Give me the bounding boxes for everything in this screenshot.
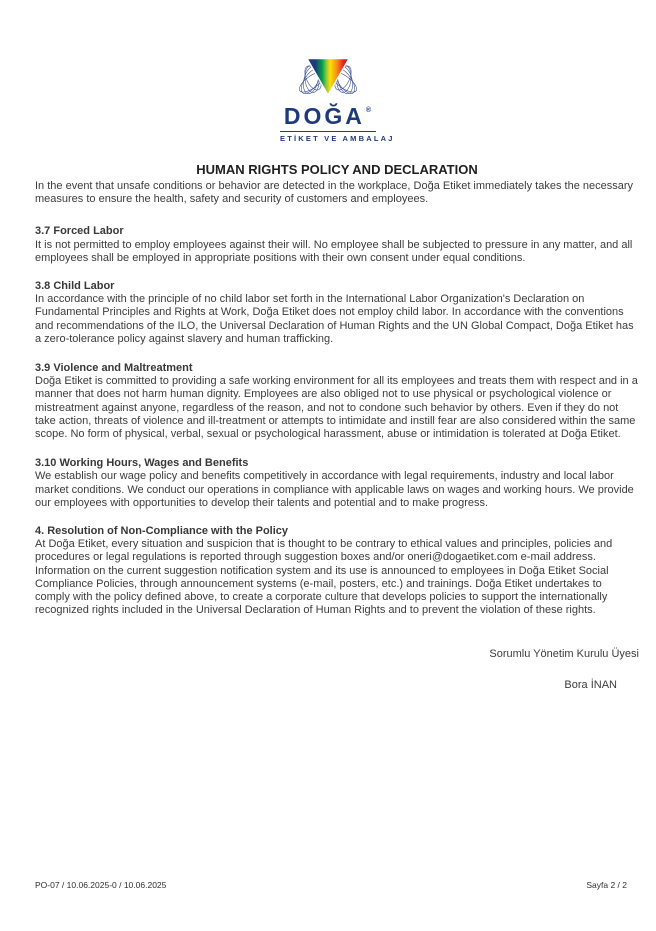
document-code: PO-07 / 10.06.2025-0 / 10.06.2025 (35, 880, 167, 890)
section-heading: 4. Resolution of Non-Compliance with the Policy (35, 525, 289, 538)
logo-cone (307, 59, 349, 96)
section-heading: 3.10 Working Hours, Wages and Benefits (35, 457, 249, 470)
section-heading: 3.7 Forced Labor (35, 225, 124, 238)
section-body: It is not permitted to employ employees against their will. No employee shall be subjected to pressure in any matter, and all employees shall be employed in appropriate positions with their own consent under equal conditions. (35, 238, 633, 264)
intro-paragraph: In the event that unsafe conditions or behavior are detected in the workplace, Doğa Etiket immediately takes the necessary measures to ensure the health, safety and security of customers and employees. (35, 180, 634, 206)
logo-wordmark (284, 105, 372, 128)
page-number: Sayfa 2 / 2 (586, 880, 627, 890)
signature-role: Sorumlu Yönetim Kurulu Üyesi (489, 648, 639, 661)
signature-name: Bora İNAN (564, 678, 617, 691)
section-heading: 3.8 Child Labor (35, 280, 115, 293)
section-working-hours-wages (35, 457, 639, 510)
logo-name: DOĞA (283, 103, 365, 129)
doga-logo (0, 57, 656, 143)
page-footer (35, 880, 627, 891)
section-forced-labor (35, 225, 639, 265)
signature-block (35, 648, 639, 691)
section-child-labor (35, 280, 639, 346)
page-title: HUMAN RIGHTS POLICY AND DECLARATION (196, 162, 478, 177)
section-body: Doğa Etiket is committed to providing a safe working environment for all its employees and treats them with respect and in a manner that does not harm human dignity. Employees are also obliged not to use physical or psychological violence or mistreatment against anyone, regardless of the reason, and not to condone such behavior by others. Even if they do not take action, threats of violence and ill-treatment or attempts to intimidate and instill fear are also considered within the same scope. No form of physical, verbal, sexual or psychological harassment, abuse or intimidation is tolerated at Doğa Etiket. (35, 375, 638, 441)
section-body: We establish our wage policy and benefits competitively in accordance with legal requirements, industry and local labor market conditions. We conduct our operations in compliance with applicable laws on wages and working hours. We provide our employees with opportunities to develop their talents and potential and to make progress. (35, 470, 634, 509)
logo-tagline: ETİKET VE AMBALAJ (280, 131, 376, 143)
section-body: At Doğa Etiket, every situation and suspicion that is thought to be contrary to ethical values and principles, policies and procedures or legal regulations is reported through suggestion boxes and/or oneri@dogaetiket.com e-mail address. Information on the current suggestion notification system and its use is announced to employees in Doğa Etiket Social Compliance Policies, through announcement systems (e-mail, posters, etc.) and trainings. Doğa Etiket undertakes to comply with the policy defined above, to create a corporate culture that develops policies to support the internationally recognized rights included in the Universal Declaration of Human Rights and to prevent the violation of these rights. (35, 538, 613, 617)
section-heading: 3.9 Violence and Maltreatment (35, 362, 193, 375)
document-content (35, 163, 639, 692)
doga-logo-icon (294, 57, 362, 102)
registered-trademark-icon: ® (365, 107, 372, 114)
section-body: In accordance with the principle of no child labor set forth in the International Labor Organization's Declaration on Fundamental Principles and Rights at Work, Doğa Etiket does not employ child labor. In accordance with the conventions and recommendations of the ILO, the Universal Declaration of Human Rights and the UN Global Compact, Doğa Etiket has a zero-tolerance policy against slavery and human trafficking. (35, 293, 634, 345)
section-violence-maltreatment (35, 362, 639, 441)
section-non-compliance-resolution (35, 525, 639, 617)
